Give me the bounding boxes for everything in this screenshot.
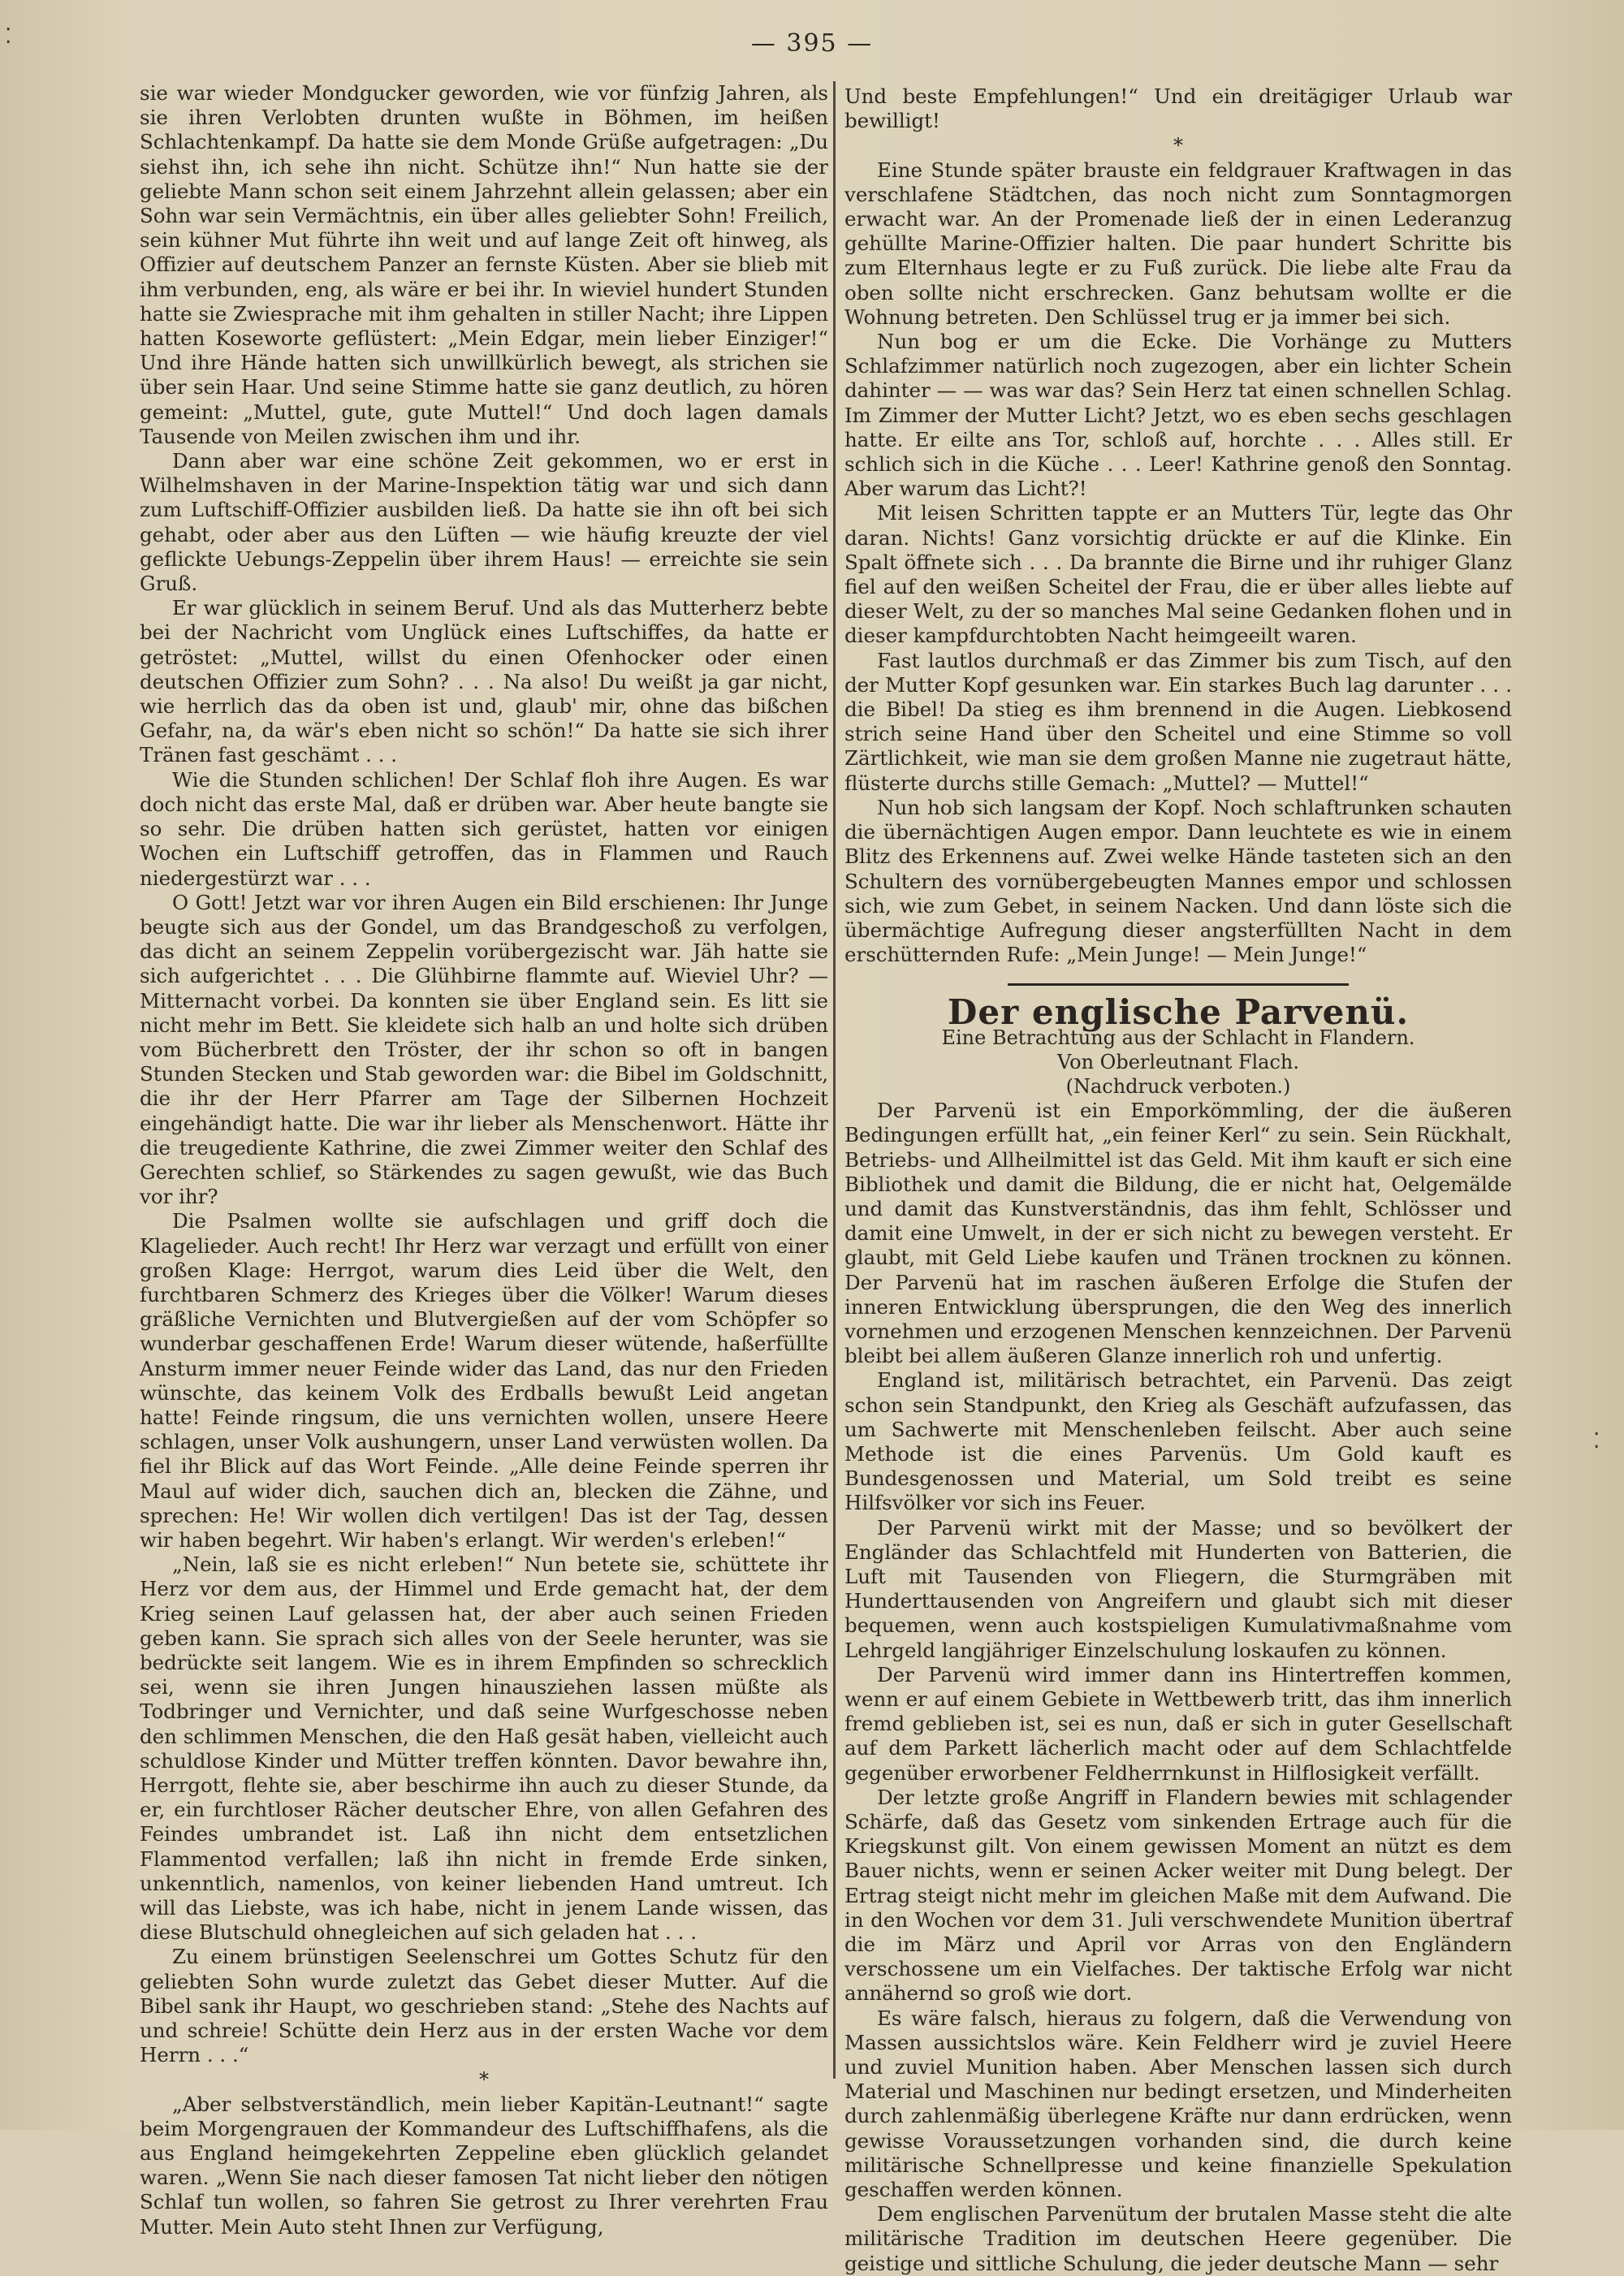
paragraph: Fast lautlos durchmaß er das Zimmer bis zum Tisch, auf den der Mutter Kopf gesunken war. Ein starkes Buch lag darunter . . . die Bibel! Da stieg es ihm brennend in die Augen. Liebkosend strich seine Hand über den Scheitel und eine Stimme so voll Zärtlichkeit, wie man sie dem großen Manne nie zugetraut hätte, flüsterte durchs stille Gemach: „Muttel? — Muttel!“: [844, 648, 1512, 795]
section-separator: *: [479, 2068, 489, 2092]
paragraph: Und beste Empfehlungen!“ Und ein dreitägiger Urlaub war bewilligt!: [844, 84, 1512, 133]
edge-mark: ⁚: [1593, 1429, 1600, 1453]
paragraph: Die Psalmen wollte sie aufschlagen und griff doch die Klagelieder. Auch recht! Ihr Herz war verzagt und erfüllt von einer großen Klage: Herrgot, warum dies Leid über die Welt, den furchtbaren Schmerz des Krieges über die Völker! Warum dieses gräßliche Vernichten und Blutvergießen auf der vom Schöpfer so wunderbar geschaffenen Erde! Warum dieser wütende, haßerfüllte Ansturm immer neuer Feinde wider das Land, das nur den Frieden wünschte, das keinem Volk des Erdballs bewußt Leid angetan hatte! Feinde ringsum, die uns vernichten wollen, unsere Heere schlagen, unser Volk aushungern, unser Land verwüsten wollen. Da fiel ihr Blick auf das Wort Feinde. „Alle deine Feinde sperren ihr Maul auf wider dich, sauchen dich an, blecken die Zähne, und sprechen: He! Wir wollen dich vertilgen! Das ist der Tag, dessen wir haben begehrt. Wir haben's erlangt. Wir werden's erleben!“: [140, 1209, 828, 1552]
paragraph: Es wäre falsch, hieraus zu folgern, daß die Verwendung von Massen aussichtslos wäre. Kein Feldherr wird je zuviel Heere und zuviel Munition haben. Aber Menschen lassen sich durch Material und Maschinen nur bedingt ersetzen, und Minderheiten durch zahlenmäßig überlegene Kräfte nur dann erdrücken, wenn gewisse Voraussetzungen vorhanden sind, die durch keine militärische Schnellpresse und keine finanzielle Spekulation geschaffen werden können.: [844, 2006, 1512, 2202]
section-separator: *: [1173, 134, 1183, 158]
edge-mark: ⁚: [5, 24, 12, 49]
article-byline: Von Oberleutnant Flach.: [1056, 1050, 1300, 1073]
reprint-notice: (Nachdruck verboten.): [1065, 1074, 1291, 1098]
paragraph: Der Parvenü ist ein Emporkömmling, der die äußeren Bedingungen erfüllt hat, „ein feiner Kerl“ zu sein. Sein Rückhalt, Betriebs- und Allheilmittel ist das Geld. Mit ihm kauft er sich eine Bibliothek und damit die Bildung, die er nicht hat, Oelgemälde und damit das Kunstverständnis, das ihm fehlt, Schlösser und damit eine Umwelt, in der er sich nicht zu bewegen versteht. Er glaubt, mit Geld Liebe kaufen und Tränen trocknen zu können. Der Parvenü hat im raschen äußeren Erfolge die Stufen der inneren Entwicklung übersprungen, die den Weg des innerlich vornehmen und erzogenen Menschen kennzeichnen. Der Parvenü bleibt bei allem äußeren Glanze innerlich roh und unfertig.: [844, 1099, 1512, 1368]
paragraph: O Gott! Jetzt war vor ihren Augen ein Bild erschienen: Ihr Junge beugte sich aus der Gondel, um das Brandgeschoß zu verfolgen, das dicht an seinem Zeppelin vorübergezischt war. Jäh hatte sie sich aufgerichtet . . . Die Glühbirne flammte auf. Wieviel Uhr? — Mitternacht vorbei. Da konnten sie über England sein. Es litt sie nicht mehr im Bett. Sie kleidete sich halb an und holte sich drüben vom Bücherbrett den Tröster, der ihr schon so oft in bangen Stunden Stecken und Stab geworden war: die Bibel im Goldschnitt, die ihr der Herr Pfarrer am Tage der Silbernen Hochzeit eingehändigt hatte. Die war ihr lieber als Menschenwort. Hätte ihr die treugediente Kathrine, die zwei Zimmer weiter den Schlaf des Gerechten schlief, so Stärkendes zu sagen gewußt, wie das Buch vor ihr?: [140, 890, 828, 1209]
paragraph: England ist, militärisch betrachtet, ein Parvenü. Das zeigt schon sein Standpunkt, den Krieg als Geschäft aufzufassen, das um Sachwerte mit Menschenleben feilscht. Aber auch seine Methode ist die eines Parvenüs. Um Gold kauft es Bundesgenossen und Material, um Sold treibt es seine Hilfsvölker vor sich ins Feuer.: [844, 1368, 1512, 1515]
paragraph: Mit leisen Schritten tappte er an Mutters Tür, legte das Ohr daran. Nichts! Ganz vorsichtig drückte er auf die Klinke. Ein Spalt öffnete sich . . . Da brannte die Birne und ihr ruhiger Glanz fiel auf den weißen Scheitel der Frau, die er über alles liebte auf dieser Welt, zu der so manches Mal seine Gedanken flohen und in dieser kampfdurchtobten Nacht heimgeeilt waren.: [844, 501, 1512, 648]
article-title: Der englische Parvenü.: [947, 992, 1410, 1033]
paragraph: Dem englischen Parvenütum der brutalen Masse steht die alte militärische Tradition im deutschen Heere gegenüber. Die geistige und sittliche Schulung, die jeder deutsche Mann — sehr: [844, 2202, 1512, 2275]
paragraph: Zu einem brünstigen Seelenschrei um Gottes Schutz für den geliebten Sohn wurde zuletzt das Gebet dieser Mutter. Auf die Bibel sank ihr Haupt, wo geschrieben stand: „Stehe des Nachts auf und schreie! Schütte dein Herz aus in der ersten Wache vor dem Herrn . . .“: [140, 1945, 828, 2067]
right-column: [844, 84, 1512, 2276]
page-number: — 395 —: [750, 29, 874, 58]
paragraph: Wie die Stunden schlichen! Der Schlaf floh ihre Augen. Es war doch nicht das erste Mal, daß er drüben war. Aber heute bangte sie so sehr. Die drüben hatten sich gerüstet, hatten vor einigen Wochen ein Luftschiff getroffen, das in Flammen und Rauch niedergestürzt war . . .: [140, 767, 828, 890]
paragraph: „Nein, laß sie es nicht erleben!“ Nun betete sie, schüttete ihr Herz vor dem aus, der Himmel und Erde gemacht hat, der dem Krieg seinen Lauf gelassen hat, der aber auch seinen Frieden geben kann. Sie sprach sich alles von der Seele herunter, was sie bedrückte seit langem. Wie es in ihrem Empfinden so schrecklich sei, wenn sie ihren Jungen hinausziehen lassen müßte als Todbringer und Vernichter, und daß seine Wurfgeschosse neben den schlimmen Menschen, die den Haß gesät haben, vielleicht auch schuldlose Kinder und Mütter treffen könnten. Davor bewahre ihn, Herrgott, flehte sie, aber beschirme ihn auch zu dieser Stunde, da er, ein furchtloser Rächer deutscher Ehre, von allen Gefahren des Feindes umbrandet ist. Laß ihn nicht dem entsetzlichen Flammentod verfallen; laß ihn nicht in fremde Erde sinken, unkenntlich, namenlos, von keiner liebenden Hand umtreut. Ich will das Liebste, was ich habe, nicht in jenem Lande wissen, das diese Blutschuld ohnegleichen auf sich geladen hat . . .: [140, 1553, 828, 1945]
paragraph: „Aber selbstverständlich, mein lieber Kapitän-Leutnant!“ sagte beim Morgengrauen der Kommandeur des Luftschiffhafens, als die aus England heimgekehrten Zeppeline eben glücklich gelandet waren. „Wenn Sie nach dieser famosen Tat nicht lieber den nötigen Schlaf tun wollen, so fahren Sie getrost zu Ihrer verehrten Frau Mutter. Mein Auto steht Ihnen zur Verfügung,: [140, 2092, 828, 2239]
column-divider: [833, 81, 836, 2079]
paragraph: Der Parvenü wirkt mit der Masse; und so bevölkert der Engländer das Schlachtfeld mit Hunderten von Batterien, die Luft mit Tausenden von Fliegern, die Sturmgräben mit Hunderttausenden von Angreifern und glaubt sich mit dieser bequemen, wenn auch kostspieligen Kumulativmaßnahme vom Lehrgeld langjähriger Einzelschulung loskaufen zu können.: [844, 1515, 1512, 1662]
article-subtitle: Eine Betrachtung aus der Schlacht in Flandern.: [941, 1026, 1415, 1049]
paragraph: Der Parvenü wird immer dann ins Hintertreffen kommen, wenn er auf einem Gebiete in Wettbewerb tritt, das ihm innerlich fremd geblieben ist, sei es nun, daß er sich in guter Gesellschaft auf dem Parkett lächerlich macht oder auf dem Schlachtfelde gegenüber erworbener Feldherrnkunst in Hilflosigkeit verfällt.: [844, 1662, 1512, 1785]
paragraph: Nun hob sich langsam der Kopf. Noch schlaftrunken schauten die übernächtigen Augen empor. Dann leuchtete es wie in einem Blitz des Erkennens auf. Zwei welke Hände tasteten sich an den Schultern des vornübergebeugten Mannes empor und schlossen sich, wie zum Gebet, in seinem Nacken. Und dann löste sich die übermächtige Aufregung dieser angsterfüllten Nacht in dem erschütternden Rufe: „Mein Junge! — Mein Junge!“: [844, 795, 1512, 967]
article-divider: [1008, 983, 1349, 986]
paragraph: Er war glücklich in seinem Beruf. Und als das Mutterherz bebte bei der Nachricht vom Unglück eines Luftschiffes, da hatte er getröstet: „Muttel, willst du einen Ofenhocker oder einen deutschen Offizier zum Sohn? . . . Na also! Du weißt ja gar nicht, wie herrlich das da oben ist und, glaub' mir, ohne das bißchen Gefahr, na, da wär's eben nicht so schön!“ Da hatte sie sich ihrer Tränen fast geschämt . . .: [140, 596, 828, 767]
paragraph: Dann aber war eine schöne Zeit gekommen, wo er erst in Wilhelmshaven in der Marine-Inspektion tätig war und sich dann zum Luftschiff-Offizier ausbilden ließ. Da hatte sie ihn oft bei sich gehabt, oder aber aus den Lüften — wie häufig kreuzte der viel geflickte Uebungs-Zeppelin über ihrem Haus! — erreichte sie sein Gruß.: [140, 449, 828, 596]
paragraph: Der letzte große Angriff in Flandern bewies mit schlagender Schärfe, daß das Gesetz vom sinkenden Ertrage auch für die Kriegskunst gilt. Von einem gewissen Moment an nützt es dem Bauer nichts, wenn er seinen Acker weiter mit Dung belegt. Der Ertrag steigt nicht mehr im gleichen Maße mit dem Aufwand. Die in den Wochen vor dem 31. Juli verschwendete Munition übertraf die im März und April vor Arras von den Engländern verschossene um ein Vielfaches. Der taktische Erfolg war nicht annähernd so groß wie dort.: [844, 1785, 1512, 2006]
paragraph: Eine Stunde später brauste ein feldgrauer Kraftwagen in das verschlafene Städtchen, das noch nicht zum Sonntagmorgen erwacht war. An der Promenade ließ der in einen Lederanzug gehüllte Marine-Offizier halten. Die paar hundert Schritte bis zum Elternhaus legte er zu Fuß zurück. Die liebe alte Frau da oben sollte nicht erschrecken. Ganz behutsam wollte er die Wohnung betreten. Den Schlüssel trug er ja immer bei sich.: [844, 158, 1512, 329]
paragraph: sie war wieder Mondgucker geworden, wie vor fünfzig Jahren, als sie ihren Verlobten drunten wußte in Böhmen, im heißen Schlachtenkampf. Da hatte sie dem Monde Grüße aufgetragen: „Du siehst ihn, ich sehe ihn nicht. Schütze ihn!“ Nun hatte sie der geliebte Mann schon seit einem Jahrzehnt allein gelassen; aber ein Sohn war sein Vermächtnis, ein über alles geliebter Sohn! Freilich, sein kühner Mut führte ihn weit und auf lange Zeit oft hinweg, als Offizier auf deutschem Panzer an fernste Küsten. Aber sie blieb mit ihm verbunden, eng, als wäre er bei ihr. In wieviel hundert Stunden hatte sie Zwiesprache mit ihm gehalten in stiller Nacht; ihre Lippen hatten Koseworte geflüstert: „Mein Edgar, mein lieber Einziger!“ Und ihre Hände hatten sich unwillkürlich bewegt, als strichen sie über sein Haar. Und seine Stimme hatte sie ganz deutlich, zu hören gemeint: „Muttel, gute, gute Muttel!“ Und doch lagen damals Tausende von Meilen zwischen ihm und ihr.: [140, 81, 828, 448]
left-column: [140, 81, 828, 2239]
paragraph: Nun bog er um die Ecke. Die Vorhänge zu Mutters Schlafzimmer natürlich noch zugezogen, aber ein lichter Schein dahinter — — was war das? Sein Herz tat einen schnellen Schlag. Im Zimmer der Mutter Licht? Jetzt, wo es eben sechs geschlagen hatte. Er eilte ans Tor, schloß auf, horchte . . . Alles still. Er schlich sich in die Küche . . . Leer! Kathrine genoß den Sonntag. Aber warum das Licht?!: [844, 330, 1512, 501]
